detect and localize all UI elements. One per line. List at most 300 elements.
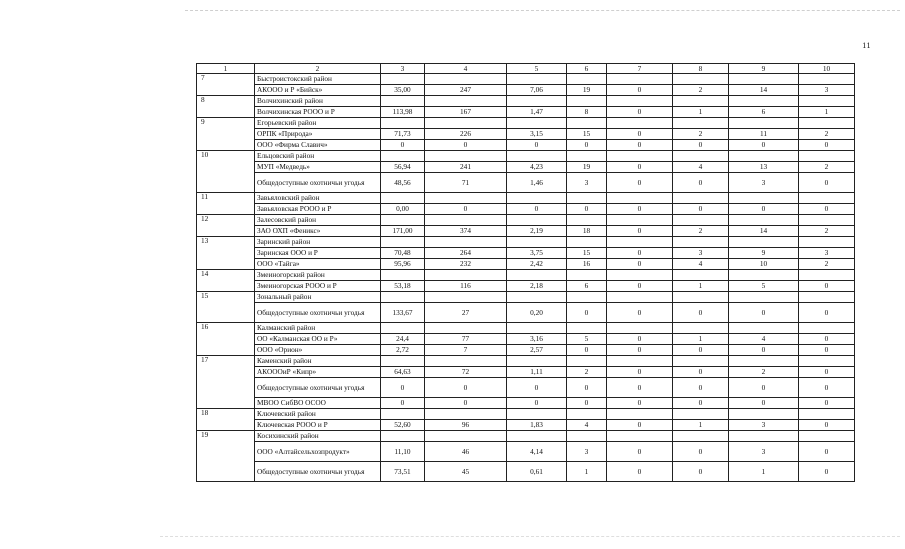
value-cell-c10: 3 bbox=[799, 85, 855, 96]
value-cell-c5: 0 bbox=[507, 140, 567, 151]
value-cell-c9: 0 bbox=[729, 140, 799, 151]
empty-cell bbox=[607, 74, 673, 85]
hunting-grounds-table bbox=[196, 63, 855, 482]
value-cell-c5: 2,42 bbox=[507, 259, 567, 270]
empty-cell bbox=[567, 323, 607, 334]
value-cell-c7: 0 bbox=[607, 129, 673, 140]
empty-cell bbox=[507, 74, 567, 85]
value-cell-c3: 0,00 bbox=[381, 204, 425, 215]
value-cell-c9: 0 bbox=[729, 204, 799, 215]
empty-cell bbox=[799, 431, 855, 442]
value-cell-c8: 1 bbox=[673, 420, 729, 431]
header-row bbox=[197, 64, 855, 74]
district-row bbox=[197, 356, 855, 367]
row-number: 8 bbox=[197, 96, 255, 118]
empty-cell bbox=[729, 323, 799, 334]
row-number: 13 bbox=[197, 237, 255, 270]
value-cell-c5: 1,47 bbox=[507, 107, 567, 118]
value-cell-c9: 2 bbox=[729, 367, 799, 378]
value-cell-c7: 0 bbox=[607, 281, 673, 292]
empty-cell bbox=[607, 431, 673, 442]
value-cell-c7: 0 bbox=[607, 420, 673, 431]
empty-cell bbox=[567, 409, 607, 420]
table-row bbox=[197, 420, 855, 431]
value-cell-c5: 7,06 bbox=[507, 85, 567, 96]
empty-cell bbox=[607, 237, 673, 248]
value-cell-c10: 3 bbox=[799, 248, 855, 259]
value-cell-c6: 0 bbox=[567, 140, 607, 151]
value-cell-c8: 4 bbox=[673, 162, 729, 173]
column-header: 5 bbox=[507, 64, 567, 74]
organization-name: ООО «Орион» bbox=[255, 345, 381, 356]
value-cell-c6: 2 bbox=[567, 367, 607, 378]
empty-cell bbox=[425, 409, 507, 420]
table-row bbox=[197, 140, 855, 151]
value-cell-c8: 0 bbox=[673, 204, 729, 215]
value-cell-c5: 3,15 bbox=[507, 129, 567, 140]
empty-cell bbox=[507, 237, 567, 248]
page-number: 11 bbox=[862, 41, 871, 50]
value-cell-c7: 0 bbox=[607, 345, 673, 356]
empty-cell bbox=[729, 118, 799, 129]
value-cell-c8: 0 bbox=[673, 398, 729, 409]
table-body bbox=[197, 64, 855, 482]
value-cell-c5: 2,19 bbox=[507, 226, 567, 237]
value-cell-c9: 10 bbox=[729, 259, 799, 270]
value-cell-c3: 70,48 bbox=[381, 248, 425, 259]
district-row bbox=[197, 237, 855, 248]
empty-cell bbox=[381, 356, 425, 367]
empty-cell bbox=[729, 409, 799, 420]
value-cell-c4: 167 bbox=[425, 107, 507, 118]
empty-cell bbox=[507, 193, 567, 204]
empty-cell bbox=[799, 237, 855, 248]
empty-cell bbox=[799, 118, 855, 129]
row-number: 19 bbox=[197, 431, 255, 482]
value-cell-c6: 0 bbox=[567, 398, 607, 409]
empty-cell bbox=[729, 431, 799, 442]
value-cell-c6: 18 bbox=[567, 226, 607, 237]
value-cell-c7: 0 bbox=[607, 442, 673, 462]
value-cell-c6: 15 bbox=[567, 248, 607, 259]
empty-cell bbox=[799, 356, 855, 367]
empty-cell bbox=[425, 323, 507, 334]
table-row bbox=[197, 378, 855, 398]
value-cell-c3: 56,94 bbox=[381, 162, 425, 173]
value-cell-c7: 0 bbox=[607, 398, 673, 409]
column-header: 9 bbox=[729, 64, 799, 74]
value-cell-c9: 3 bbox=[729, 420, 799, 431]
table-row bbox=[197, 303, 855, 323]
value-cell-c8: 2 bbox=[673, 129, 729, 140]
value-cell-c4: 71 bbox=[425, 173, 507, 193]
value-cell-c4: 72 bbox=[425, 367, 507, 378]
organization-name: ООО «Алтайсельхозпродукт» bbox=[255, 442, 381, 462]
empty-cell bbox=[567, 237, 607, 248]
organization-name: Змеиногорская РООО и Р bbox=[255, 281, 381, 292]
value-cell-c3: 64,63 bbox=[381, 367, 425, 378]
value-cell-c10: 2 bbox=[799, 129, 855, 140]
organization-name: ООО «Фирма Славич» bbox=[255, 140, 381, 151]
value-cell-c10: 0 bbox=[799, 281, 855, 292]
value-cell-c5: 0,61 bbox=[507, 462, 567, 482]
empty-cell bbox=[507, 270, 567, 281]
empty-cell bbox=[381, 409, 425, 420]
empty-cell bbox=[567, 96, 607, 107]
empty-cell bbox=[729, 74, 799, 85]
column-header: 8 bbox=[673, 64, 729, 74]
table-row bbox=[197, 462, 855, 482]
value-cell-c4: 241 bbox=[425, 162, 507, 173]
district-row bbox=[197, 270, 855, 281]
district-name: Каменский район bbox=[255, 356, 381, 367]
empty-cell bbox=[381, 193, 425, 204]
empty-cell bbox=[425, 356, 507, 367]
empty-cell bbox=[381, 292, 425, 303]
value-cell-c6: 5 bbox=[567, 334, 607, 345]
empty-cell bbox=[567, 431, 607, 442]
empty-cell bbox=[507, 292, 567, 303]
empty-cell bbox=[799, 96, 855, 107]
table-row bbox=[197, 107, 855, 118]
empty-cell bbox=[567, 193, 607, 204]
value-cell-c5: 0,20 bbox=[507, 303, 567, 323]
value-cell-c7: 0 bbox=[607, 173, 673, 193]
value-cell-c5: 2,18 bbox=[507, 281, 567, 292]
value-cell-c4: 96 bbox=[425, 420, 507, 431]
table-row bbox=[197, 129, 855, 140]
value-cell-c3: 53,18 bbox=[381, 281, 425, 292]
value-cell-c4: 226 bbox=[425, 129, 507, 140]
empty-cell bbox=[673, 356, 729, 367]
empty-cell bbox=[729, 356, 799, 367]
value-cell-c5: 1,46 bbox=[507, 173, 567, 193]
empty-cell bbox=[799, 292, 855, 303]
value-cell-c9: 6 bbox=[729, 107, 799, 118]
value-cell-c4: 77 bbox=[425, 334, 507, 345]
empty-cell bbox=[729, 151, 799, 162]
empty-cell bbox=[425, 215, 507, 226]
empty-cell bbox=[381, 74, 425, 85]
value-cell-c4: 0 bbox=[425, 140, 507, 151]
value-cell-c3: 52,60 bbox=[381, 420, 425, 431]
empty-cell bbox=[507, 118, 567, 129]
empty-cell bbox=[673, 151, 729, 162]
column-header: 1 bbox=[197, 64, 255, 74]
row-number: 14 bbox=[197, 270, 255, 292]
value-cell-c5: 3,75 bbox=[507, 248, 567, 259]
row-number: 10 bbox=[197, 151, 255, 193]
district-name: Ключевский район bbox=[255, 409, 381, 420]
empty-cell bbox=[567, 270, 607, 281]
empty-cell bbox=[673, 215, 729, 226]
value-cell-c3: 133,67 bbox=[381, 303, 425, 323]
empty-cell bbox=[425, 118, 507, 129]
empty-cell bbox=[567, 356, 607, 367]
value-cell-c5: 0 bbox=[507, 204, 567, 215]
value-cell-c7: 0 bbox=[607, 259, 673, 270]
organization-name: Общедоступные охотничьи угодья bbox=[255, 378, 381, 398]
value-cell-c8: 0 bbox=[673, 442, 729, 462]
value-cell-c4: 27 bbox=[425, 303, 507, 323]
empty-cell bbox=[673, 292, 729, 303]
value-cell-c3: 73,51 bbox=[381, 462, 425, 482]
organization-name: Завьяловская РООО и Р bbox=[255, 204, 381, 215]
empty-cell bbox=[799, 151, 855, 162]
scan-edge-top bbox=[185, 10, 900, 11]
organization-name: Общедоступные охотничьи угодья bbox=[255, 173, 381, 193]
empty-cell bbox=[607, 270, 673, 281]
value-cell-c8: 0 bbox=[673, 367, 729, 378]
value-cell-c6: 4 bbox=[567, 420, 607, 431]
district-row bbox=[197, 151, 855, 162]
organization-name: АКООО и Р «Бийск» bbox=[255, 85, 381, 96]
value-cell-c6: 3 bbox=[567, 442, 607, 462]
value-cell-c7: 0 bbox=[607, 248, 673, 259]
value-cell-c3: 11,10 bbox=[381, 442, 425, 462]
value-cell-c7: 0 bbox=[607, 85, 673, 96]
value-cell-c5: 3,16 bbox=[507, 334, 567, 345]
value-cell-c9: 9 bbox=[729, 248, 799, 259]
value-cell-c3: 113,98 bbox=[381, 107, 425, 118]
value-cell-c8: 0 bbox=[673, 303, 729, 323]
value-cell-c7: 0 bbox=[607, 334, 673, 345]
organization-name: МВОО СибВО ОСОО bbox=[255, 398, 381, 409]
value-cell-c6: 0 bbox=[567, 204, 607, 215]
value-cell-c6: 0 bbox=[567, 303, 607, 323]
empty-cell bbox=[425, 237, 507, 248]
value-cell-c9: 3 bbox=[729, 442, 799, 462]
empty-cell bbox=[507, 215, 567, 226]
empty-cell bbox=[729, 96, 799, 107]
column-header: 10 bbox=[799, 64, 855, 74]
value-cell-c7: 0 bbox=[607, 162, 673, 173]
table-row bbox=[197, 204, 855, 215]
district-name: Калманский район bbox=[255, 323, 381, 334]
value-cell-c5: 4,23 bbox=[507, 162, 567, 173]
empty-cell bbox=[567, 215, 607, 226]
value-cell-c9: 3 bbox=[729, 173, 799, 193]
empty-cell bbox=[673, 74, 729, 85]
organization-name: ООО «Тайга» bbox=[255, 259, 381, 270]
value-cell-c5: 0 bbox=[507, 398, 567, 409]
table-row bbox=[197, 162, 855, 173]
empty-cell bbox=[607, 356, 673, 367]
value-cell-c10: 0 bbox=[799, 140, 855, 151]
district-name: Косихинский район bbox=[255, 431, 381, 442]
value-cell-c6: 1 bbox=[567, 462, 607, 482]
empty-cell bbox=[799, 409, 855, 420]
value-cell-c4: 374 bbox=[425, 226, 507, 237]
empty-cell bbox=[425, 193, 507, 204]
district-name: Завьяловский район bbox=[255, 193, 381, 204]
empty-cell bbox=[673, 118, 729, 129]
district-name: Быстроистокский район bbox=[255, 74, 381, 85]
empty-cell bbox=[673, 193, 729, 204]
empty-cell bbox=[607, 409, 673, 420]
empty-cell bbox=[607, 292, 673, 303]
value-cell-c10: 0 bbox=[799, 334, 855, 345]
value-cell-c9: 0 bbox=[729, 398, 799, 409]
value-cell-c10: 2 bbox=[799, 226, 855, 237]
value-cell-c3: 0 bbox=[381, 140, 425, 151]
column-header: 7 bbox=[607, 64, 673, 74]
empty-cell bbox=[507, 96, 567, 107]
value-cell-c3: 171,00 bbox=[381, 226, 425, 237]
empty-cell bbox=[799, 270, 855, 281]
value-cell-c8: 1 bbox=[673, 334, 729, 345]
value-cell-c9: 13 bbox=[729, 162, 799, 173]
empty-cell bbox=[673, 270, 729, 281]
value-cell-c8: 2 bbox=[673, 226, 729, 237]
empty-cell bbox=[381, 431, 425, 442]
empty-cell bbox=[507, 151, 567, 162]
value-cell-c4: 46 bbox=[425, 442, 507, 462]
value-cell-c4: 232 bbox=[425, 259, 507, 270]
empty-cell bbox=[673, 409, 729, 420]
value-cell-c3: 35,00 bbox=[381, 85, 425, 96]
value-cell-c4: 7 bbox=[425, 345, 507, 356]
empty-cell bbox=[607, 118, 673, 129]
empty-cell bbox=[673, 431, 729, 442]
value-cell-c6: 3 bbox=[567, 173, 607, 193]
value-cell-c5: 0 bbox=[507, 378, 567, 398]
empty-cell bbox=[607, 96, 673, 107]
table-row bbox=[197, 334, 855, 345]
empty-cell bbox=[381, 215, 425, 226]
district-row bbox=[197, 431, 855, 442]
value-cell-c6: 0 bbox=[567, 378, 607, 398]
empty-cell bbox=[507, 431, 567, 442]
value-cell-c8: 0 bbox=[673, 378, 729, 398]
empty-cell bbox=[425, 270, 507, 281]
value-cell-c8: 3 bbox=[673, 248, 729, 259]
value-cell-c6: 19 bbox=[567, 162, 607, 173]
organization-name: ОРПК «Природа» bbox=[255, 129, 381, 140]
empty-cell bbox=[799, 323, 855, 334]
value-cell-c8: 0 bbox=[673, 173, 729, 193]
empty-cell bbox=[799, 74, 855, 85]
empty-cell bbox=[381, 96, 425, 107]
value-cell-c4: 0 bbox=[425, 378, 507, 398]
table-row bbox=[197, 442, 855, 462]
value-cell-c6: 6 bbox=[567, 281, 607, 292]
value-cell-c7: 0 bbox=[607, 378, 673, 398]
value-cell-c8: 1 bbox=[673, 281, 729, 292]
value-cell-c9: 14 bbox=[729, 226, 799, 237]
row-number: 17 bbox=[197, 356, 255, 409]
empty-cell bbox=[567, 118, 607, 129]
table-row bbox=[197, 367, 855, 378]
value-cell-c3: 24,4 bbox=[381, 334, 425, 345]
district-row bbox=[197, 74, 855, 85]
table-row bbox=[197, 259, 855, 270]
organization-name: Волчихинская РООО и Р bbox=[255, 107, 381, 118]
value-cell-c4: 0 bbox=[425, 204, 507, 215]
district-name: Залесовский район bbox=[255, 215, 381, 226]
table-row bbox=[197, 398, 855, 409]
district-row bbox=[197, 215, 855, 226]
value-cell-c10: 0 bbox=[799, 462, 855, 482]
table-row bbox=[197, 85, 855, 96]
row-number: 12 bbox=[197, 215, 255, 237]
value-cell-c3: 71,73 bbox=[381, 129, 425, 140]
empty-cell bbox=[729, 270, 799, 281]
value-cell-c9: 14 bbox=[729, 85, 799, 96]
value-cell-c8: 1 bbox=[673, 107, 729, 118]
row-number: 9 bbox=[197, 118, 255, 151]
district-row bbox=[197, 96, 855, 107]
value-cell-c10: 0 bbox=[799, 303, 855, 323]
column-header: 4 bbox=[425, 64, 507, 74]
value-cell-c10: 0 bbox=[799, 442, 855, 462]
empty-cell bbox=[607, 193, 673, 204]
value-cell-c8: 4 bbox=[673, 259, 729, 270]
value-cell-c8: 0 bbox=[673, 462, 729, 482]
district-name: Заринский район bbox=[255, 237, 381, 248]
column-header: 6 bbox=[567, 64, 607, 74]
empty-cell bbox=[799, 215, 855, 226]
empty-cell bbox=[381, 118, 425, 129]
table-row bbox=[197, 248, 855, 259]
district-name: Ельцовский район bbox=[255, 151, 381, 162]
district-row bbox=[197, 193, 855, 204]
empty-cell bbox=[567, 151, 607, 162]
value-cell-c3: 2,72 bbox=[381, 345, 425, 356]
value-cell-c10: 0 bbox=[799, 420, 855, 431]
value-cell-c8: 0 bbox=[673, 140, 729, 151]
value-cell-c4: 0 bbox=[425, 398, 507, 409]
organization-name: Общедоступные охотничьи угодья bbox=[255, 303, 381, 323]
district-row bbox=[197, 292, 855, 303]
value-cell-c10: 0 bbox=[799, 345, 855, 356]
empty-cell bbox=[425, 431, 507, 442]
district-row bbox=[197, 409, 855, 420]
empty-cell bbox=[567, 292, 607, 303]
value-cell-c4: 45 bbox=[425, 462, 507, 482]
empty-cell bbox=[381, 151, 425, 162]
value-cell-c9: 0 bbox=[729, 345, 799, 356]
empty-cell bbox=[607, 215, 673, 226]
value-cell-c8: 0 bbox=[673, 345, 729, 356]
value-cell-c7: 0 bbox=[607, 367, 673, 378]
value-cell-c3: 0 bbox=[381, 398, 425, 409]
value-cell-c4: 247 bbox=[425, 85, 507, 96]
value-cell-c10: 0 bbox=[799, 398, 855, 409]
empty-cell bbox=[425, 74, 507, 85]
value-cell-c4: 264 bbox=[425, 248, 507, 259]
column-header: 3 bbox=[381, 64, 425, 74]
value-cell-c10: 0 bbox=[799, 367, 855, 378]
organization-name: Заринская ООО и Р bbox=[255, 248, 381, 259]
value-cell-c3: 95,96 bbox=[381, 259, 425, 270]
value-cell-c9: 11 bbox=[729, 129, 799, 140]
value-cell-c10: 0 bbox=[799, 378, 855, 398]
table-row bbox=[197, 281, 855, 292]
scan-edge-bottom bbox=[160, 536, 900, 537]
value-cell-c7: 0 bbox=[607, 462, 673, 482]
organization-name: АКОООиР «Кипр» bbox=[255, 367, 381, 378]
organization-name: ОО «Калманская ОО и Р» bbox=[255, 334, 381, 345]
organization-name: Ключевская РООО и Р bbox=[255, 420, 381, 431]
empty-cell bbox=[607, 323, 673, 334]
value-cell-c3: 48,56 bbox=[381, 173, 425, 193]
row-number: 18 bbox=[197, 409, 255, 431]
empty-cell bbox=[729, 215, 799, 226]
district-name: Зональный район bbox=[255, 292, 381, 303]
value-cell-c3: 0 bbox=[381, 378, 425, 398]
empty-cell bbox=[425, 292, 507, 303]
